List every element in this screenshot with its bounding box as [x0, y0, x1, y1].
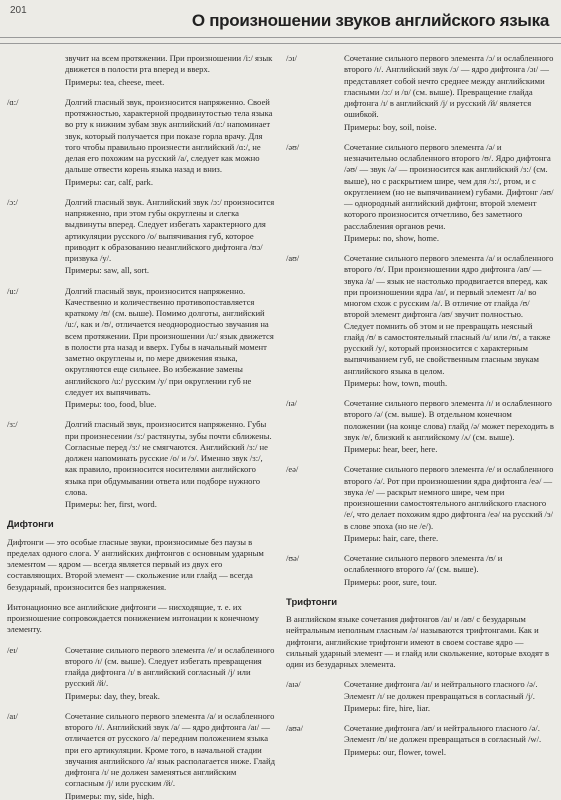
page-title: О произношении звуков английского языка [191, 11, 549, 30]
sound-description: Долгий гласный звук, произносится напряженно. Своей протяжностью, характерной продвинутостью тела языка во рту к нижним зубам звук английский /ɑ:/ напоминает звук, который получается при показе горла врачу. Для того чтобы правильно произнести английский /ɑ:/, не делая его похожим на русский /а/, следует как можно дальше отвести корень языка назад и вниз. [65, 96, 273, 175]
right-column [286, 53, 554, 767]
header-rule-top [0, 37, 561, 38]
sound-description: Сочетание сильного первого элемента /ʊ/ и ослабленного второго /ə/ (см. выше). [344, 553, 503, 575]
sound-description: Сочетание сильного первого элемента /a/ и ослабленного второго /ʊ/. При произношении ядро дифтонга /aʊ/ — звука /a/ — язык не настолько продвигается вперед, как при произношении ядра /aɪ/, и первый элемент /a/ во многом схож с русским /а/. В отличие от глайда /ʊ/ второй элемент дифтонга /aʊ/ звучит полностью. Следует помнить об этом и не превращать неясный глайд /ʊ/ в самостоятельный гласный /u/ или /ʊ/, а также русский /у/, который произносится с характерным выпячиванием губ, не свойственным гласным звукам английского языка в целом. [344, 253, 554, 376]
sound-examples: Примеры: fire, hire, liar. [344, 702, 430, 713]
sound-label: /aɪə/ [286, 679, 301, 690]
sound-description: Сочетание сильного первого элемента /e/ и ослабленного второго /ə/. Рот при произношении ядра дифтонга /eə/ — звука /e/ — раскрыт немного шире, чем при произношении самостоятельного английского гласного /e/, что делает похожим ядро дифтонга /eə/ на русский /э/ в слове эпоха (но не /е/). [344, 464, 554, 531]
sound-examples: Примеры: no, show, home. [344, 232, 439, 243]
header-rule-bottom [0, 43, 561, 44]
sound-label: /əʊ/ [286, 141, 300, 152]
sound-entry [286, 723, 554, 758]
sound-entry [286, 464, 554, 544]
diphthongs-heading: Дифтонги [7, 519, 54, 531]
sound-entry [7, 97, 275, 188]
sound-entry [7, 197, 275, 277]
diphthongs-paragraph-2: Интонационно все английские дифтонги — нисходящие, т. е. их произношение сопровождается понижением интонации к конечному элементу. [7, 601, 259, 635]
sound-entry [286, 53, 554, 133]
page-number: 201 [10, 5, 27, 16]
sound-label: /ɪə/ [286, 398, 297, 408]
sound-examples: Примеры: how, town, mouth. [344, 377, 448, 388]
sound-description: Сочетание сильного первого элемента /e/ и ослабленного второго /ɪ/ (см. выше). Следует избегать превращения глайда дифтонга /ɪ/ в английский согласный /j/ или русский /й/. [65, 644, 275, 689]
triphthongs-heading: Трифтонги [286, 596, 338, 608]
sound-description: Сочетание сильного первого элемента /ɔ/ и ослабленного второго /ɪ/. Английский звук /ɔ/ — ядро дифтонга /ɔɪ/ — представляет собой нечто среднее между английскими гласными /ɔ:/ и /ɒ/ (см. выше). Превращение глайда дифтонга /ɪ/ в английский /j/ и русский /й/ является ошибкой. [344, 53, 554, 120]
sound-label: /u:/ [7, 285, 19, 296]
sound-description: Долгий гласный звук, произносится напряженно. Качественно и количественно противопоставляется краткому /ʊ/ (см. выше). Помимо долготы, английский /u:/, как и /ʊ/, отличается неоднородностью звучания на всем протяжении. При произношении /u:/ язык движется в полости рта назад и вверх. Губы в начальный момент заметно округлены и, по мере движения языка, округляются еще сильнее. Во избежание замены английского /u:/ русским /у/ при округлении губ не следует их выпячивать. [65, 285, 274, 397]
sound-label: /aʊ/ [286, 253, 300, 263]
sound-label: /ʊə/ [286, 553, 300, 563]
sound-description: Сочетание сильного первого элемента /ɪ/ и ослабленного второго /ə/ (см. выше). В отдельном конечном положении (на конце слова) глайд /ə/ может переходить в звук /ɐ/, близкий к английскому /ʌ/ (см. выше). [344, 398, 554, 442]
sound-entry [286, 398, 554, 455]
sound-entry [7, 286, 275, 411]
sound-entry [7, 419, 275, 510]
sound-examples: Примеры: tea, cheese, meet. [65, 76, 165, 87]
sound-examples: Примеры: our, flower, towel. [344, 746, 446, 757]
sound-examples: Примеры: hair, care, there. [344, 532, 439, 543]
sound-description: Сочетание дифтонга /aʊ/ и нейтрального гласного /ə/. Элемент /ʊ/ не должен превращаться в согласный /w/. [344, 723, 542, 745]
right-entries-bottom [286, 679, 554, 758]
left-column [7, 53, 275, 800]
sound-examples: Примеры: poor, sure, tour. [344, 576, 437, 587]
sound-examples: Примеры: day, they, break. [65, 690, 160, 701]
sound-label: /aʊə/ [286, 723, 303, 733]
sound-label: /aɪ/ [7, 710, 18, 721]
sound-entry [286, 142, 554, 244]
sound-entry [7, 711, 275, 800]
sound-entry [7, 53, 275, 88]
sound-description: Сочетание дифтонга /aɪ/ и нейтрального гласного /ə/. Элемент /ɪ/ не должен превращаться в согласный /j/. [344, 679, 538, 701]
left-entries-top [7, 53, 275, 510]
left-entries-bottom [7, 645, 275, 800]
triphthongs-paragraph: В английском языке сочетания дифтонгов /aɪ/ и /aʊ/ с безударным нейтральным неполным гласным /ə/ называются трифтонгами. Как и дифтонги, английские трифтонги имеют в своем составе ядро — сильный ударный элемент — и глайд или скольжение, которые входят в один из безударных элемента. [286, 614, 550, 669]
sound-description: Сочетание сильного первого элемента /ə/ и незначительно ослабленного второго /ʊ/. Ядро дифтонга /əʊ/ — звук /ə/ — произносится как английский /ɜ:/ (см. выше), но с раскрытием шире, чем для /ɜ:/, ртом, и с округлением (но не выпячиванием) губами. Дифтонг /əʊ/ — однородный английский дифтонг, второй элемент которого произносится отчетливо, без заметного расслабления органов речи. [344, 141, 554, 231]
sound-description: звучит на всем протяжении. При произношении /i:/ язык движется в полости рта вперед и вверх. [65, 53, 273, 75]
sound-label: /ɜ:/ [7, 419, 18, 430]
sound-entry [286, 553, 554, 588]
sound-label: /ɑ:/ [7, 96, 19, 107]
sound-examples: Примеры: my, side, high. [65, 790, 155, 800]
sound-entry [286, 253, 554, 389]
sound-examples: Примеры: car, calf, park. [65, 176, 153, 187]
sound-entry [7, 645, 275, 702]
sound-examples: Примеры: too, food, blue. [65, 399, 157, 409]
diphthongs-paragraph-1: Дифтонги — это особые гласные звуки, произносимые без паузы в пределах одного слога. У английских дифтонгов с основным ударным элементом — ядром — всегда является первый из двух его составляющих. Второй элемент — скольжение или глайд — всегда безударный, произносится без напряжения. [7, 536, 264, 592]
sound-examples: Примеры: boy, soil, noise. [344, 121, 437, 132]
sound-description: Сочетание сильного первого элемента /a/ и ослабленного второго /ɪ/. Английский звук /a/ — ядро дифтонга /aɪ/ — отличается от русского /а/ передним положением языка при его артикуляции. Кроме того, в начальной стадии звучания английского /a/ язык располагается ниже. Глайд дифтонга /ɪ/ не должен заменяться английским согласным /j/ или русским /й/. [65, 710, 275, 789]
sound-description: Долгий гласный звук. Английский звук /ɔ:/ произносится напряженно, при этом губы округлены и слегка выдвинуты вперед. Следует избегать характерного для артикуляции русского /о/ выпячивания губ, которое приводит к образованию неанглийского дифтонга /ʊɔ/ призвука /у/. [65, 196, 275, 263]
sound-examples: Примеры: saw, all, sort. [65, 265, 149, 276]
sound-label: /ɔ:/ [7, 196, 18, 207]
sound-examples: Примеры: hear, beer, here. [344, 444, 438, 454]
sound-examples: Примеры: her, first, word. [65, 499, 157, 509]
sound-label: /ɔɪ/ [286, 53, 297, 63]
right-entries-top [286, 53, 554, 588]
sound-label: /eɪ/ [7, 644, 18, 655]
sound-description: Долгий гласный звук, произносится напряженно. Губы при произнесении /ɜ:/ растянуты, зубы почти сближены. Согласные перед /ɜ:/ не смягчаются. Английский /ɜ:/ не должен напоминать русские /о/ и /э/. Именно звук /ɜ:/, как правило, произносится носителями английского языка при обдумывании ответа или подборе нужного слова. [65, 419, 272, 497]
sound-entry [286, 679, 554, 714]
sound-label: /eə/ [286, 464, 299, 475]
